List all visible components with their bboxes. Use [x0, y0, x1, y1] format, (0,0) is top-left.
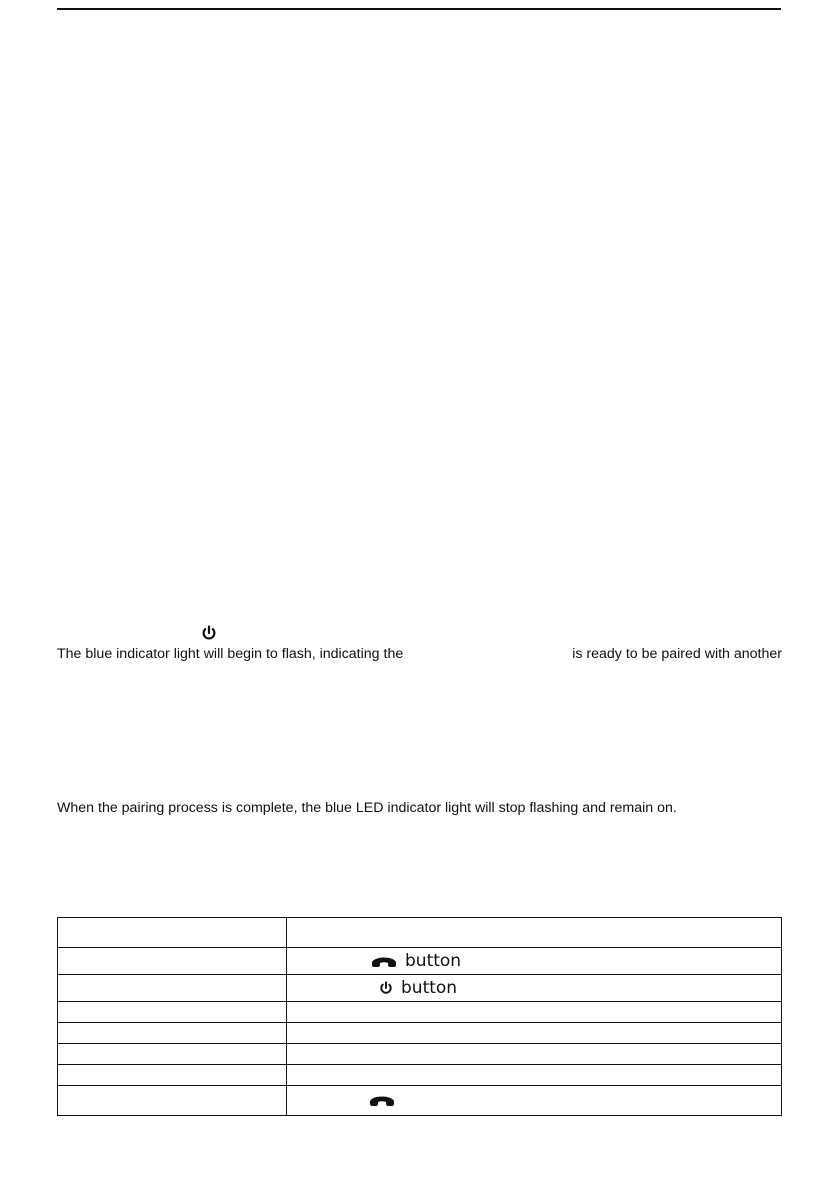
table-cell: [58, 918, 287, 948]
phone-icon: [371, 955, 397, 968]
table-cell: [287, 918, 782, 948]
table-cell: [287, 975, 782, 1002]
pairing-text-left: The blue indicator light will begin to flash, indicating the: [57, 646, 404, 662]
button-word: button: [405, 951, 462, 971]
pairing-paragraph: [57, 646, 782, 663]
table-cell: [58, 1023, 287, 1044]
table-cell: [287, 1023, 782, 1044]
button-word: button: [401, 978, 458, 998]
table-cell: [287, 1002, 782, 1023]
table-row: [58, 975, 782, 1002]
pairing-complete-text: When the pairing process is complete, the blue LED indicator light will stop flashing and remain on.: [57, 800, 677, 816]
table-cell: [287, 1044, 782, 1065]
table-cell: [58, 1065, 287, 1086]
table-cell: [58, 975, 287, 1002]
power-icon: [379, 981, 393, 995]
table-row: [58, 918, 782, 948]
table-cell: [58, 948, 287, 975]
table-row: [58, 948, 782, 975]
table-cell: [58, 1044, 287, 1065]
power-icon: [201, 625, 217, 641]
text-gap: [454, 646, 522, 663]
pairing-text-right: is ready to be paired with another: [572, 646, 782, 662]
table-cell: [287, 948, 782, 975]
table-row: [58, 1065, 782, 1086]
table-cell: [287, 1065, 782, 1086]
table-row: [58, 1086, 782, 1116]
table-row: [58, 1023, 782, 1044]
table-cell: [287, 1086, 782, 1116]
button-function-table: [57, 917, 782, 1116]
header-rule: [57, 8, 781, 10]
table-cell: [58, 1002, 287, 1023]
table-row: [58, 1002, 782, 1023]
phone-icon: [369, 1094, 395, 1107]
table-row: [58, 1044, 782, 1065]
table-cell: [58, 1086, 287, 1116]
